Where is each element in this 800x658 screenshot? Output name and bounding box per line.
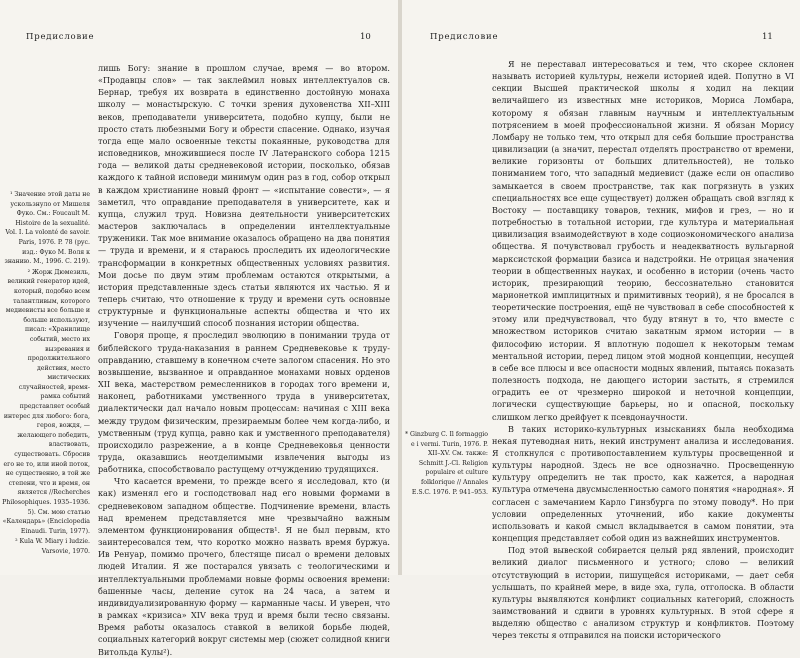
margin-note: ² Kula W. Miary i ludzie. Varsovie, 1970. [15,538,90,555]
body-text [98,62,390,658]
paragraph: Под этой вывеской собирается целый ряд явлений, происходит великий диалог письменного и устного; слово — великий отсутствующий в истории, пишущейся историками, — дает себя услышать, по крайней мере, в виде эха, гула, отголоска. В области культуры выявляются конфликт социальных категорий, сложность заимствований и сдвиги в уровнях культурных. В этой сфере я выделяю общество с анализом структур и конфликтов. Поэтому через тексты я отправился на поиски исторического [492,545,794,641]
margin-notes [2,190,90,558]
paragraph: Говоря проще, я проследил эволюцию в понимании труда от библейского труда-наказания в раннем Средневековье к труду-оправданию, ставшему в конечном счете залогом спасения. Но это возвышение, вызванное и оправданное монахами новых орденов XII века, мастерством ремесленников в городах того времени и, наконец, работниками умственного труда в университетах, диалектически дал начало новым процессам: начиная с XIII века между трудом физическим, презираемым более чем когда-либо, и умственным (труд купца, равно как и умственного преподавателя) происходило разрежение, а в конце Средневековья ценности труда, оказавшись неотделимыми извлечения выгоды из работника, способствовало растущему отчуждению трудящихся. [98,330,390,475]
page-number: 10 [360,32,371,42]
paragraph: Я не переставал интересоваться и тем, что скорее склонен называть историей культуры, нежели историей идей. Попутно в VI секции Высшей практической школы я ходил на лекции величайшего из известных мне историков, Мориса Ломбара, которому я обязан главным научным и интеллектуальным потрясением в моей профессиональной жизни. Я обязан Морису Ломбару не только тем, что открыл для себя большие пространства цивилизации (а значит, перестал отделять пространство от времени, великие горизонты от больших длительностей), не только пониманием того, что западный медиевист (даже если он опасливо замыкается в своем пространстве, так как погрязнуть в узких специальностях все еще существует) должен обращать свой взгляд к Востоку — поставщику товаров, техник, мифов и грез, — но и потребностью в тотальной истории, где культура и материальная цивилизация взаимодействуют в ходе социоэкономического анализа общества. Я почувствовал грубость и неадекватность вульгарной марксистской формации базиса и надстройки. Не отрицая значения теории в общественных науках, и особенно в истории (очень часто историк, презирающий теорию, бессознательно становится марионеткой имплицитных и примитивных теорий), я не бросался в теоретические построения, ещё не чувствовал в себе способностей к этому или предчувствовал, что буду втянут в то, что вместе с множеством историков считаю закатным ярмом истории — в философию истории. Я вплотную подошел к некоторым темам ментальной истории, перед лицом этой модной концепции, несущей в себе все плюсы и все опасности модных явлений, пытаясь показать полезность подхода, не дающего истории застыть, я стремился оградить ее от чрезмерно широкой и неточной концепции, логически существующие барьеры, но и опасной, поскольку слишком легко дрейфует к псевдонаучности. [492,59,794,422]
running-head: Предисловие [430,32,499,42]
paragraph: Что касается времени, то прежде всего я исследовал, кто (и как) изменял его и господствовал над его новыми формами в средневековом западном обществе. Подчинение времени, власть над временем представляется мне чрезвычайно важным элементом функционирования обществ¹. Я не был первым, кто заинтересовался тем, что коротко можно назвать время буржуа. Ив Ренуар, помимо прочего, блестяще писал о времени деловых людей Италии. Я же постарался увязать с теологическими и интеллектуальными проблемами новые формы освоения времени: башенные часы, деление суток на 24 часа, а затем и индивидуализированную форму — карманные часы. И уверен, что в рамках «кризиса» XIV века труд и время были тесно связаны. Время работы оказалось ставкой в великой борьбе людей, социальных категорий вокруг системы мер (сюжет солидной книги Витольда Кулы²). [98,476,390,657]
running-head: Предисловие [26,32,95,42]
margin-note: ² Жорж Дюмезиль, великий генератор идей, который, подобно всем талантливым, которого медиевисты все больше и больше используют, писал: «Хранилище событий, место их вызревания и продолжительного действия, место мистических случайностей, время-рамка событий представляет особый интерес для любого: бога, героя, вождя, — желающего победить, властвовать, существовать. Сбросив его не то, или иной поток, не существенно, в той же степени, что и время, он является //Recherches Philosophiques. 1935–1936. 5). См. мою статью «Календарь» (Enciclopedia Einaudi. Turin, 1977). [2,268,90,535]
page-number: 11 [762,32,773,42]
margin-notes [404,430,488,498]
body-text [492,58,794,642]
left-page [0,0,398,657]
paragraph: лишь Богу: знание в прошлом случае, время — во втором. «Продавцы слов» — так заклеймил новых интеллектуалов св. Бернар, требуя их возврата в единственно достойную монаха школу — монастырскую. С точки зрения духовенства XII–XIII веков, преподаватели университета, подобно купцу, были не просто стать любезными Богу и обрести спасение. Однако, изучая тогда еще мало освоенные тексты покаянные, руководства для исповедников, множившиеся после IV Латеранского собора 1215 года — великой даты средневековой истории, посколько, обязав каждого к тайной исповеди минимум один раз в год, собор открыл в каждом христианине новый фронт — «испытание совести», — я заметил, что оправдание преподавателя в университете, как и купца, служил труд. Новизна деятельности университетских мастеров заключалась в определении интеллектуальные труженики. Так мое внимание оказалось обращено на два понятия — труда и времени, и я стараюсь проследить их идеологические трансформации в конкретных общественных условиях развития. Мои досье по двум этим проблемам остаются открытыми, а история представленные здесь статьи являются их частью. Я и теперь считаю, что отношение к труду и времени суть основные структурные и функциональные аспекты общества и что их изучение — наилучший способ познания истории общества. [98,63,390,329]
paragraph: В таких историко-культурных изысканиях была необходима некая путеводная нить, некий инструмент анализа и исследования. Я столкнулся с противопоставлением культуры просвещенной и культуры народной. Здесь не все однозначно. Просвещенную культуру определить не так просто, как кажется, а народная культура отмечена двусмысленностью самого понятия «народная». Я согласен с замечанием Карло Гинзбурга по этому поводу*. Но при условии определенных уточнений, ибо какие документы использовать и какой смысл вкладывается в самом понятии, эта концепция представляет собой один из важнейших инструментов. [492,423,794,544]
margin-note: * Ginzburg C. Il formaggio e i vermi. Turin, 1976. P. XII–XV. См. также: Schmitt J.-Cl. Religion populaire et culture folklorique // Annales E.S.C. 1976. P. 941–953. [404,431,488,496]
right-page [402,0,800,641]
margin-note: ¹ Значение этой даты не ускользнуло от Мишеля Фуко. См.: Foucault M. Histoire de la sexualité. Vol. I. La volonté de savoir. Paris, 1976. P. 78 (рус. изд.: Фуко М. Воля к знанию. М., 1996. С. 219). [4,191,90,266]
